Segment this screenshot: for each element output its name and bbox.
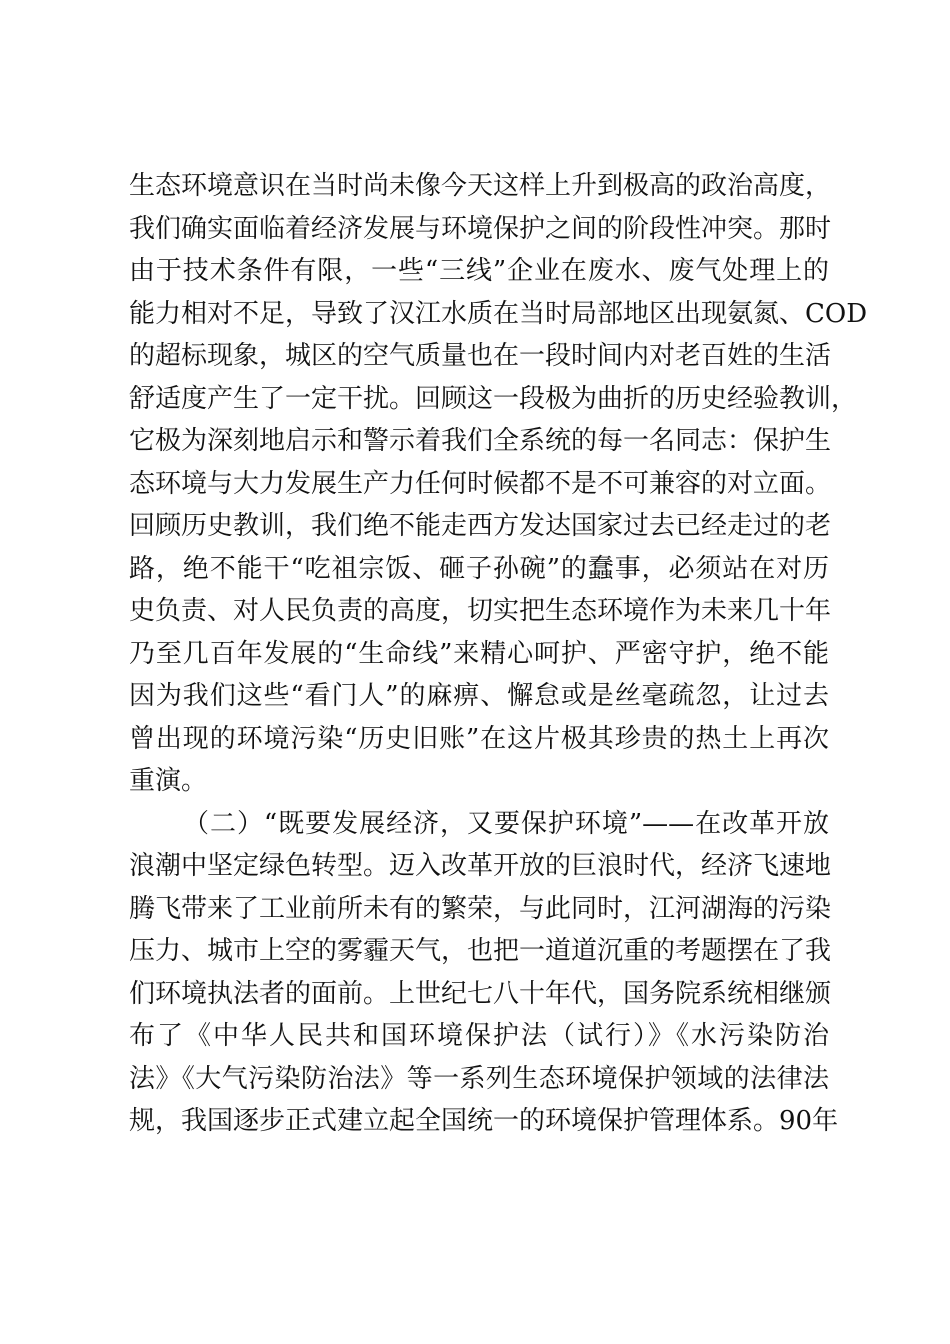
text-line: 生态环境意识在当时尚未像今天这样上升到极高的政治高度， xyxy=(129,171,832,201)
text-line: 我们确实面临着经济发展与环境保护之间的阶段性冲突。那时 xyxy=(129,213,832,244)
text-line: 的超标现象，城区的空气质量也在一段时间内对老百姓的生活 xyxy=(129,341,832,371)
text-line: 它极为深刻地启示和警示着我们全系统的每一名同志：保护生 xyxy=(129,426,832,456)
document-body xyxy=(129,165,868,1143)
text-line: 浪潮中坚定绿色转型。迈入改革开放的巨浪时代，经济飞速地 xyxy=(129,851,832,881)
text-line: 乃至几百年发展的“生命线”来精心呵护、严密守护，绝不能 xyxy=(129,638,829,669)
text-line: 舒适度产生了一定干扰。回顾这一段极为曲折的历史经验教训， xyxy=(129,383,858,414)
text-line: 路，绝不能干“吃祖宗饭、砸子孙碗”的蠢事，必须站在对历 xyxy=(129,553,829,584)
text-line: 由于技术条件有限，一些“三线”企业在废水、废气处理上的 xyxy=(129,256,829,286)
text-line: 重演。 xyxy=(129,766,208,796)
text-line: 们环境执法者的面前。上世纪七八十年代，国务院系统相继颁 xyxy=(129,978,832,1009)
text-line: 态环境与大力发展生产力任何时候都不是不可兼容的对立面。 xyxy=(129,468,832,499)
text-line: 腾飞带来了工业前所未有的繁荣，与此同时，江河湖海的污染 xyxy=(129,893,832,924)
text-line: 回顾历史教训，我们绝不能走西方发达国家过去已经走过的老 xyxy=(129,511,832,541)
text-line: 曾出现的环境污染“历史旧账”在这片极其珍贵的热土上再次 xyxy=(129,723,829,754)
text-line: 能力相对不足，导致了汉江水质在当时局部地区出现氨氮、COD xyxy=(129,298,868,329)
text-line: 布了《中华人民共和国环境保护法（试行）》《水污染防治 xyxy=(129,1021,829,1051)
text-line: 压力、城市上空的雾霾天气，也把一道道沉重的考题摆在了我 xyxy=(129,936,832,966)
text-line: 因为我们这些“看门人”的麻痹、懈怠或是丝毫疏忽，让过去 xyxy=(129,681,829,711)
text-line: 史负责、对人民负责的高度，切实把生态环境作为未来几十年 xyxy=(129,596,832,626)
text-line: 规，我国逐步正式建立起全国统一的环境保护管理体系。90年 xyxy=(129,1106,839,1136)
section-heading-line: （二）“既要发展经济，又要保护环境”——在改革开放 xyxy=(183,808,829,839)
text-line: 法》《大气污染防治法》等一系列生态环境保护领域的法律法 xyxy=(129,1063,829,1094)
